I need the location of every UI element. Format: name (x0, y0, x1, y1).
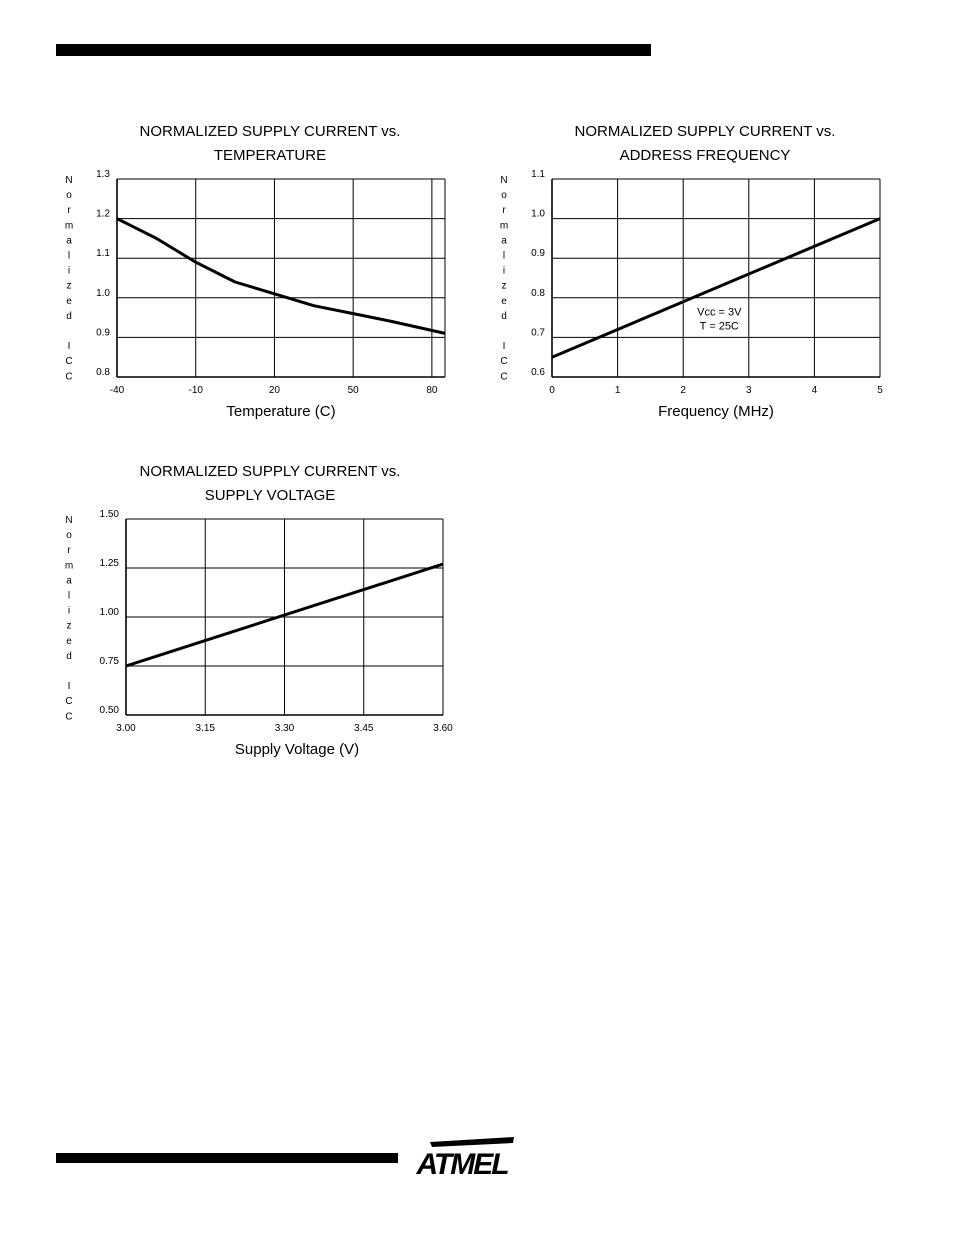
y-axis-label (500, 175, 508, 382)
x-tick-label: 5 (877, 385, 883, 396)
y-tick-label: 1.3 (96, 169, 110, 180)
x-tick-label: 0 (549, 385, 555, 396)
y-tick-label: 1.25 (99, 558, 119, 569)
x-tick-label: 4 (811, 385, 818, 396)
y-axis-label-char: e (66, 635, 72, 647)
y-axis-label-char: i (502, 265, 506, 277)
y-axis-label-char: i (67, 265, 71, 277)
y-axis-label-char: o (501, 190, 507, 202)
chart-annotation: Vcc = 3V (697, 306, 742, 319)
y-tick-label: 1.0 (96, 287, 110, 299)
x-tick-label: -40 (109, 385, 125, 396)
y-axis-label-char: e (66, 295, 72, 307)
chart-title-line: NORMALIZED SUPPLY CURRENT vs. (139, 463, 401, 480)
y-axis-label-char: C (65, 711, 73, 723)
y-axis-label-char: I (502, 341, 506, 353)
footer-rule (56, 1153, 398, 1163)
y-axis-label-char: N (65, 515, 73, 526)
y-tick-label: 1.1 (96, 248, 110, 260)
y-axis-label-char: e (501, 295, 507, 307)
y-axis-label-char: l (67, 250, 71, 262)
x-tick-label: 3 (746, 385, 752, 396)
y-axis-label (65, 515, 73, 722)
y-axis-label-char: m (64, 560, 74, 572)
chart-title-line: NORMALIZED SUPPLY CURRENT vs. (139, 123, 401, 140)
header-rule (56, 44, 651, 56)
y-axis-label (65, 175, 73, 382)
y-axis-label-char: z (66, 620, 72, 632)
y-tick-label: 0.8 (531, 287, 545, 299)
x-tick-label: 3.30 (274, 723, 295, 734)
y-axis-label-char: m (64, 220, 74, 232)
y-axis-label-char: a (66, 235, 72, 247)
y-axis-label-char: I (67, 681, 71, 693)
y-axis-label-char: z (501, 280, 507, 292)
chart-frequency (490, 115, 900, 430)
x-tick-label: 3.60 (433, 723, 453, 734)
y-axis-label-char: N (500, 175, 508, 186)
y-axis-label-char: C (500, 356, 508, 368)
x-tick-label: 1 (614, 385, 621, 396)
chart-temperature (55, 115, 465, 430)
chart-title-line: TEMPERATURE (213, 147, 327, 164)
y-tick-label: 0.9 (531, 248, 545, 260)
y-axis-label-char: d (66, 650, 72, 662)
y-axis-label-char: C (65, 371, 73, 383)
chart-title-line: SUPPLY VOLTAGE (204, 487, 336, 504)
y-axis-label-char: r (67, 545, 71, 557)
y-axis-label-char: N (65, 175, 73, 186)
y-axis-label-char: r (502, 205, 506, 217)
y-axis-label-char: i (67, 605, 71, 617)
chart-voltage (55, 455, 465, 770)
y-tick-label: 0.6 (531, 367, 545, 378)
y-axis-label-char: d (501, 310, 507, 322)
y-axis-label-char: o (66, 190, 72, 202)
y-axis-label-char: r (67, 205, 71, 217)
x-axis-label: Frequency (MHz) (658, 403, 774, 420)
chart-annotation: T = 25C (699, 320, 739, 333)
y-tick-label: 1.2 (96, 208, 110, 220)
x-tick-label: 2 (680, 385, 686, 396)
y-tick-label: 0.50 (99, 705, 119, 716)
y-axis-label-char: I (67, 341, 71, 353)
y-tick-label: 1.00 (99, 607, 119, 618)
y-axis-label-char: m (499, 220, 509, 232)
x-tick-label: -10 (188, 385, 203, 396)
y-tick-label: 0.8 (96, 367, 110, 378)
atmel-logo (412, 1136, 514, 1184)
logo-wordmark: ATMEL (416, 1148, 508, 1181)
y-axis-label-char: l (502, 250, 506, 262)
y-axis-label-char: l (67, 590, 71, 602)
x-axis-label: Supply Voltage (V) (234, 741, 360, 758)
x-tick-label: 80 (426, 385, 438, 396)
x-tick-label: 3.15 (195, 723, 215, 734)
chart-title-line: ADDRESS FREQUENCY (619, 147, 791, 164)
y-axis-label-char: C (500, 371, 508, 383)
series-line (552, 219, 880, 358)
y-axis-label-char: C (65, 356, 73, 368)
series-line (117, 219, 445, 334)
y-axis-label-char: C (65, 696, 73, 708)
y-tick-label: 1.0 (531, 208, 545, 220)
x-tick-label: 3.45 (354, 723, 374, 734)
x-tick-label: 3.00 (116, 723, 136, 734)
y-tick-label: 1.50 (99, 509, 119, 520)
y-tick-label: 0.75 (99, 656, 119, 667)
y-axis-label-char: a (501, 235, 507, 247)
y-tick-label: 0.7 (531, 327, 545, 339)
x-axis-label: Temperature (C) (226, 403, 336, 420)
y-axis-label-char: o (66, 530, 72, 542)
x-tick-label: 50 (347, 385, 359, 396)
chart-title-line: NORMALIZED SUPPLY CURRENT vs. (574, 123, 836, 140)
y-tick-label: 0.9 (96, 327, 110, 339)
y-axis-label-char: d (66, 310, 72, 322)
y-axis-label-char: z (66, 280, 72, 292)
y-axis-label-char: a (66, 575, 72, 587)
y-tick-label: 1.1 (531, 169, 545, 180)
x-tick-label: 20 (268, 385, 281, 396)
